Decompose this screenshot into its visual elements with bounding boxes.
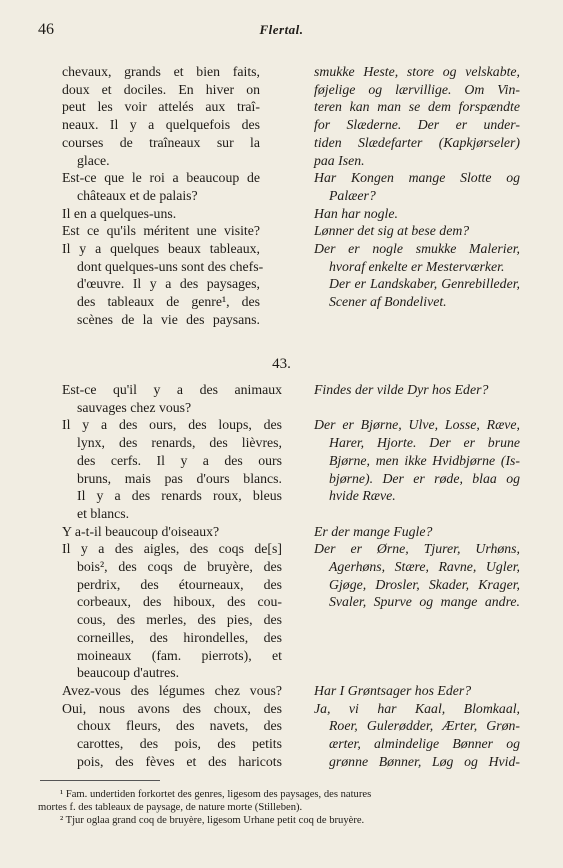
- text-line: d'œuvre. Il y a des paysages,: [77, 276, 260, 292]
- page-number: 46: [38, 21, 54, 38]
- text-line: Agerhøns, Stære, Ravne, Ugler,: [329, 559, 520, 574]
- text-line: føjelige og lærvillige. Om Vin-: [314, 81, 520, 97]
- text-line: bruns, mais pas d'ours blancs.: [77, 470, 282, 486]
- text-line: des cerfs. Il y a des ours: [77, 452, 282, 468]
- text-line: tiden Slædefarter (Kapkjørseler): [314, 134, 520, 150]
- text-line: dont quelques-uns sont des chefs-: [77, 258, 264, 274]
- text-line: Svaler, Spurve og mange andre.: [329, 594, 520, 610]
- text-line: Avez-vous des légumes chez vous?: [62, 682, 282, 698]
- text-line: Har I Grøntsager hos Eder?: [314, 682, 472, 698]
- text-line: Har Kongen mange Slotte og: [314, 170, 520, 186]
- text-line: Y a-t-il beaucoup d'oiseaux?: [62, 523, 220, 539]
- text-line: Der er nogle smukke Malerier,: [314, 241, 520, 257]
- text-line: scènes de la vie des paysans.: [77, 311, 260, 327]
- text-line: smukke Heste, store og velskabte,: [314, 64, 520, 79]
- text-line: Il en a quelques-uns.: [62, 205, 177, 221]
- text-line: Er der mange Fugle?: [314, 523, 433, 539]
- text-line: pois, des fèves et des haricots: [77, 753, 282, 769]
- text-line: des tableaux de genre¹, des: [77, 294, 260, 310]
- text-line: beaucoup d'autres.: [77, 665, 180, 681]
- text-line: paa Isen.: [314, 152, 365, 168]
- section-2-french-column: [62, 381, 282, 770]
- text-line: Gjøge, Drosler, Skader, Krager,: [329, 576, 520, 592]
- footnote-line: ² Tjur oglaa grand coq de bruyère, ligesom Urhane petit coq de bruyère.: [60, 815, 365, 826]
- text-line: Der er Bjørne, Ulve, Losse, Ræve,: [314, 417, 520, 433]
- text-line: hvoraf enkelte er Mesterværker.: [329, 258, 505, 274]
- text-line: for Slæderne. Der er under-: [314, 117, 520, 133]
- text-line: chevaux, grands et bien faits,: [62, 64, 260, 79]
- footnotes: [38, 788, 536, 827]
- text-line: neaux. Il y a quelquefois des: [62, 117, 260, 133]
- text-line: Oui, nous avons des choux, des: [62, 700, 282, 716]
- text-line: Il y a des renards roux, bleus: [77, 488, 282, 504]
- text-line: Est ce qu'ils méritent une visite?: [62, 223, 260, 239]
- text-line: cous, des merles, des pies, des: [77, 612, 282, 628]
- text-line: Est-ce que le roi a beaucoup de: [62, 170, 260, 186]
- text-line: glace.: [77, 152, 110, 168]
- text-line: teren kan man se dem forspændte: [314, 99, 520, 115]
- text-line: Scener af Bondelivet.: [329, 294, 447, 310]
- footnote-line: mortes f. des tableaux de paysage, de nature morte (Stilleben).: [38, 802, 303, 813]
- text-line: Bjørne, men ikke Hvidbjørne (Is-: [329, 452, 520, 468]
- section-2-danish-column: [314, 381, 520, 770]
- text-line: Il y a des ours, des loups, des: [62, 417, 282, 433]
- text-line: Il y a quelques beaux tableaux,: [62, 241, 260, 257]
- section-number: 43.: [272, 356, 291, 372]
- text-line: moineaux (fam. pierrots), et: [77, 647, 282, 663]
- running-head: Flertal.: [259, 22, 304, 37]
- text-line: grønne Bønner, Løg og Hvid-: [329, 753, 520, 769]
- text-line: châteaux et de palais?: [77, 187, 198, 203]
- text-line: choux fleurs, des navets, des: [77, 718, 282, 734]
- text-line: lynx, des renards, des lièvres,: [77, 435, 282, 451]
- text-line: Der er Ørne, Tjurer, Urhøns,: [314, 541, 520, 557]
- text-line: Palæer?: [329, 187, 376, 203]
- text-line: corbeaux, des hiboux, des cou-: [77, 594, 282, 610]
- footnote-line: ¹ Fam. undertiden forkortet des genres, ligesom des paysages, des natures: [60, 789, 372, 800]
- text-line: corneilles, des hirondelles, des: [77, 629, 282, 645]
- text-line: doux et dociles. En hiver on: [62, 81, 260, 97]
- text-line: peut les voir attelés aux traî-: [62, 99, 260, 115]
- text-line: Roer, Gulerødder, Ærter, Grøn-: [329, 718, 520, 734]
- text-line: Il y a des aigles, des coqs de[s]: [62, 541, 282, 557]
- footnote-rule: [40, 780, 160, 781]
- text-line: courses de traîneaux sur la: [62, 134, 260, 150]
- text-line: bois², des coqs de bruyère, des: [77, 559, 282, 575]
- text-line: carottes, des pois, des petits: [77, 736, 282, 752]
- text-line: Lønner det sig at bese dem?: [314, 223, 470, 239]
- section-1-danish-column: [314, 63, 520, 311]
- text-line: perdrix, des étourneaux, des: [77, 576, 282, 592]
- text-line: Han har nogle.: [314, 205, 398, 221]
- text-line: ærter, almindelige Bønner og: [329, 736, 520, 752]
- text-line: Ja, vi har Kaal, Blomkaal,: [314, 700, 520, 716]
- text-line: et blancs.: [77, 505, 130, 521]
- text-line: bjørne). Der er røde, blaa og: [329, 470, 520, 486]
- text-line: hvide Ræve.: [329, 488, 396, 504]
- text-line: sauvages chez vous?: [77, 399, 192, 415]
- text-line: Harer, Hjorte. Der er brune: [329, 435, 520, 451]
- section-1-french-column: [62, 63, 264, 329]
- text-line: Est-ce qu'il y a des animaux: [62, 382, 282, 397]
- text-line: Der er Landskaber, Genrebilleder,: [329, 276, 520, 292]
- text-line: Findes der vilde Dyr hos Eder?: [314, 382, 489, 397]
